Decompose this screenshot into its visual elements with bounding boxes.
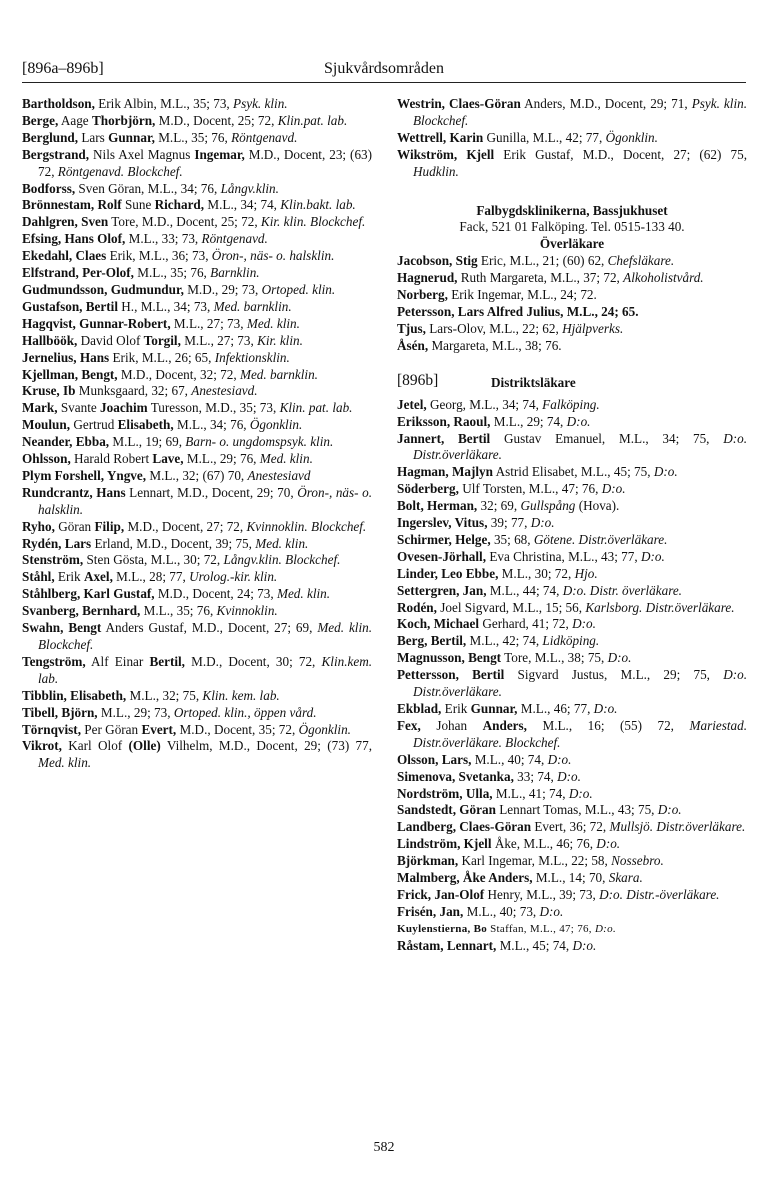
directory-entry: Tibblin, Elisabeth, M.L., 32; 75, Klin. kem. lab. [22, 687, 280, 703]
directory-entry: Wettrell, Karin Gunilla, M.L., 42; 77, Ögonklin. [397, 129, 658, 145]
directory-entry: Åsén, Margareta, M.L., 38; 76. [397, 337, 562, 353]
directory-entry: Svanberg, Bernhard, M.L., 35; 76, Kvinnoklin. [22, 603, 278, 619]
directory-entry: Hagqvist, Gunnar-Robert, M.L., 27; 73, Med. klin. [22, 315, 300, 331]
directory-entry: Ståhlberg, Karl Gustaf, M.D., Docent, 24; 73, Med. klin. [22, 586, 331, 602]
directory-entry: Simenova, Svetanka, 33; 74, D:o. [397, 768, 581, 784]
directory-entry: Bolt, Herman, 32; 69, Gullspång (Hova). [397, 498, 620, 514]
overlakare-heading: Överläkare [539, 236, 605, 252]
directory-entry: Gudmundsson, Gudmundur, M.D., 29; 73, Ortoped. klin. [22, 281, 336, 297]
directory-entry: Efsing, Hans Olof, M.L., 33; 73, Röntgenavd. [22, 231, 268, 247]
directory-entry: Berglund, Lars Gunnar, M.L., 35; 76, Röntgenavd. [22, 129, 298, 145]
directory-entry: Linder, Leo Ebbe, M.L., 30; 72, Hjo. [397, 565, 598, 581]
directory-entry: Gustafson, Bertil H., M.L., 34; 73, Med. barnklin. [22, 298, 292, 314]
directory-entry: Hallböök, David Olof Torgil, M.L., 27; 73, Kir. klin. [22, 332, 303, 348]
directory-entry: Wikström, Kjell Erik Gustaf, M.D., Docent, 27; (62) 75, Hudklin. [397, 146, 747, 179]
right-column [397, 96, 747, 955]
distrikt-list [397, 397, 747, 955]
directory-entry: Ståhl, Erik Axel, M.L., 28; 77, Urolog.-kir. klin. [22, 569, 278, 585]
directory-entry: Berg, Bertil, M.L., 42; 74, Lidköping. [397, 633, 600, 649]
directory-entry: Berge, Aage Thorbjörn, M.D., Docent, 25; 72, Klin.pat. lab. [22, 112, 348, 128]
directory-entry: Swahn, Bengt Anders Gustaf, M.D., Docent, 27; 69, Med. klin. Blockchef. [22, 620, 373, 652]
page-title: Sjukvårdsområden [324, 60, 444, 77]
directory-entry: Schirmer, Helge, 35; 68, Götene. Distr.överläkare. [397, 531, 668, 547]
directory-entry: Söderberg, Ulf Torsten, M.L., 47; 76, D:o. [397, 481, 626, 497]
directory-entry: Jannert, Bertil Gustav Emanuel, M.L., 34; 75, D:o. Distr.överläkare. [397, 430, 748, 463]
directory-entry: Ingerslev, Vitus, 39; 77, D:o. [397, 515, 555, 531]
section-code-2: [896b] [397, 371, 439, 389]
directory-entry: Råstam, Lennart, M.L., 45; 74, D:o. [397, 937, 597, 953]
left-column [22, 96, 372, 772]
directory-entry: Vikrot, Karl Olof (Olle) Vilhelm, M.D., Docent, 29; (73) 77, Med. klin. [22, 738, 373, 771]
directory-entry: Frisén, Jan, M.L., 40; 73, D:o. [397, 903, 564, 919]
directory-entry: Brönnestam, Rolf Sune Richard, M.L., 34; 74, Klin.bakt. lab. [22, 197, 356, 213]
header-rule [22, 82, 746, 83]
directory-entry: Rodén, Joel Sigvard, M.L., 15; 56, Karlsborg. Distr.överläkare. [397, 599, 735, 615]
directory-entry: Frick, Jan-Olof Henry, M.L., 39; 73, D:o. Distr.-överläkare. [397, 886, 720, 902]
directory-entry: Törnqvist, Per Göran Evert, M.D., Docent, 35; 72, Ögonklin. [22, 721, 351, 737]
directory-entry: Nordström, Ulla, M.L., 41; 74, D:o. [397, 785, 593, 801]
directory-entry: Mark, Svante Joachim Turesson, M.D., 35; 73, Klin. pat. lab. [22, 400, 353, 416]
directory-entry: Kruse, Ib Munksgaard, 32; 67, Anestesiavd. [22, 383, 258, 399]
directory-entry: Bergstrand, Nils Axel Magnus Ingemar, M.D., Docent, 23; (63) 72, Röntgenavd. Blockchef. [22, 146, 373, 179]
directory-entry: Lindström, Kjell Åke, M.L., 46; 76, D:o. [397, 836, 621, 852]
directory-entry: Plym Forshell, Yngve, M.L., 32; (67) 70, Anestesiavd [22, 467, 311, 483]
directory-entry: Elfstrand, Per-Olof, M.L., 35; 76, Barnklin. [22, 265, 260, 281]
directory-entry: Kuylenstierna, Bo Staffan, M.L., 47; 76, D:o. [397, 922, 616, 935]
directory-entry: Neander, Ebba, M.L., 19; 69, Barn- o. ungdomspsyk. klin. [22, 434, 334, 450]
section-header [397, 371, 747, 395]
directory-entry: Sandstedt, Göran Lennart Tomas, M.L., 43; 75, D:o. [397, 802, 682, 818]
directory-entry: Jetel, Georg, M.L., 34; 74, Falköping. [397, 396, 600, 412]
directory-entry: Ohlsson, Harald Robert Lave, M.L., 29; 76, Med. klin. [22, 451, 313, 467]
hospital-name: Falbygdsklinikerna, Bassjukhuset [476, 202, 668, 218]
directory-entry: Magnusson, Bengt Tore, M.L., 38; 75, D:o. [397, 650, 632, 666]
directory-entry: Landberg, Claes-Göran Evert, 36; 72, Mullsjö. Distr.överläkare. [397, 819, 746, 835]
directory-entry: Fex, Johan Anders, M.L., 16; (55) 72, Mariestad. Distr.överläkare. Blockchef. [397, 717, 748, 750]
directory-entry: Stenström, Sten Gösta, M.L., 30; 72, Långv.klin. Blockchef. [22, 552, 341, 568]
directory-entry: Malmberg, Åke Anders, M.L., 14; 70, Skara. [397, 870, 643, 886]
directory-entry: Kjellman, Bengt, M.D., Docent, 32; 72, Med. barnklin. [22, 366, 318, 382]
section-name: Distriktsläkare [491, 374, 576, 390]
directory-entry: Rydén, Lars Erland, M.D., Docent, 39; 75, Med. klin. [22, 535, 309, 551]
directory-entry: Pettersson, Bertil Sigvard Justus, M.L., 29; 75, D:o. Distr.överläkare. [397, 667, 748, 700]
directory-entry: Norberg, Erik Ingemar, M.L., 24; 72. [397, 287, 597, 303]
directory-entry: Moulun, Gertrud Elisabeth, M.L., 34; 76, Ögonklin. [22, 417, 303, 433]
directory-entry: Dahlgren, Sven Tore, M.D., Docent, 25; 72, Kir. klin. Blockchef. [22, 214, 366, 230]
directory-entry: Settergren, Jan, M.L., 44; 74, D:o. Distr. överläkare. [397, 582, 682, 598]
directory-entry: Westrin, Claes-Göran Anders, M.D., Docent, 29; 71, Psyk. klin. Blockchef. [397, 96, 748, 128]
directory-entry: Petersson, Lars Alfred Julius, M.L., 24; 65. [397, 303, 639, 319]
directory-entry: Jacobson, Stig Eric, M.L., 21; (60) 62, Chefsläkare. [397, 253, 675, 269]
directory-entry: Hagnerud, Ruth Margareta, M.L., 37; 72, Alkoholistvård. [397, 270, 704, 286]
directory-entry: Tibell, Björn, M.L., 29; 73, Ortoped. klin., öppen vård. [22, 704, 317, 720]
directory-entry: Ekedahl, Claes Erik, M.L., 36; 73, Öron-, näs- o. halsklin. [22, 248, 335, 264]
directory-entry: Hagman, Majlyn Astrid Elisabet, M.L., 45; 75, D:o. [397, 464, 678, 480]
right-top-entries [397, 96, 747, 181]
directory-entry: Jernelius, Hans Erik, M.L., 26; 65, Infektionsklin. [22, 349, 290, 365]
directory-entry: Bodforss, Sven Göran, M.L., 34; 76, Långv.klin. [22, 180, 279, 196]
overlakare-list [397, 253, 747, 354]
directory-entry: Bartholdson, Erik Albin, M.L., 35; 73, Psyk. klin. [22, 96, 288, 111]
section-code: [896a–896b] [22, 60, 104, 77]
directory-entry: Ryho, Göran Filip, M.D., Docent, 27; 72, Kvinnoklin. Blockchef. [22, 518, 367, 534]
directory-entry: Koch, Michael Gerhard, 41; 72, D:o. [397, 616, 596, 632]
directory-entry: Ovesen-Jörhall, Eva Christina, M.L., 43; 77, D:o. [397, 548, 665, 564]
directory-entry: Ekblad, Erik Gunnar, M.L., 46; 77, D:o. [397, 701, 618, 716]
directory-entry: Olsson, Lars, M.L., 40; 74, D:o. [397, 751, 572, 767]
directory-entry: Björkman, Karl Ingemar, M.L., 22; 58, Nossebro. [397, 853, 664, 869]
directory-entry: Eriksson, Raoul, M.L., 29; 74, D:o. [397, 413, 591, 429]
directory-entry: Tjus, Lars-Olov, M.L., 22; 62, Hjälpverks. [397, 320, 624, 336]
directory-entry: Rundcrantz, Hans Lennart, M.D., Docent, 29; 70, Öron-, näs- o. halsklin. [22, 484, 373, 517]
page-number: 582 [373, 1140, 395, 1155]
directory-entry: Tengström, Alf Einar Bertil, M.D., Docent, 30; 72, Klin.kem. lab. [22, 653, 373, 686]
hospital-address: Fack, 521 01 Falköping. Tel. 0515-133 40. [459, 219, 685, 235]
